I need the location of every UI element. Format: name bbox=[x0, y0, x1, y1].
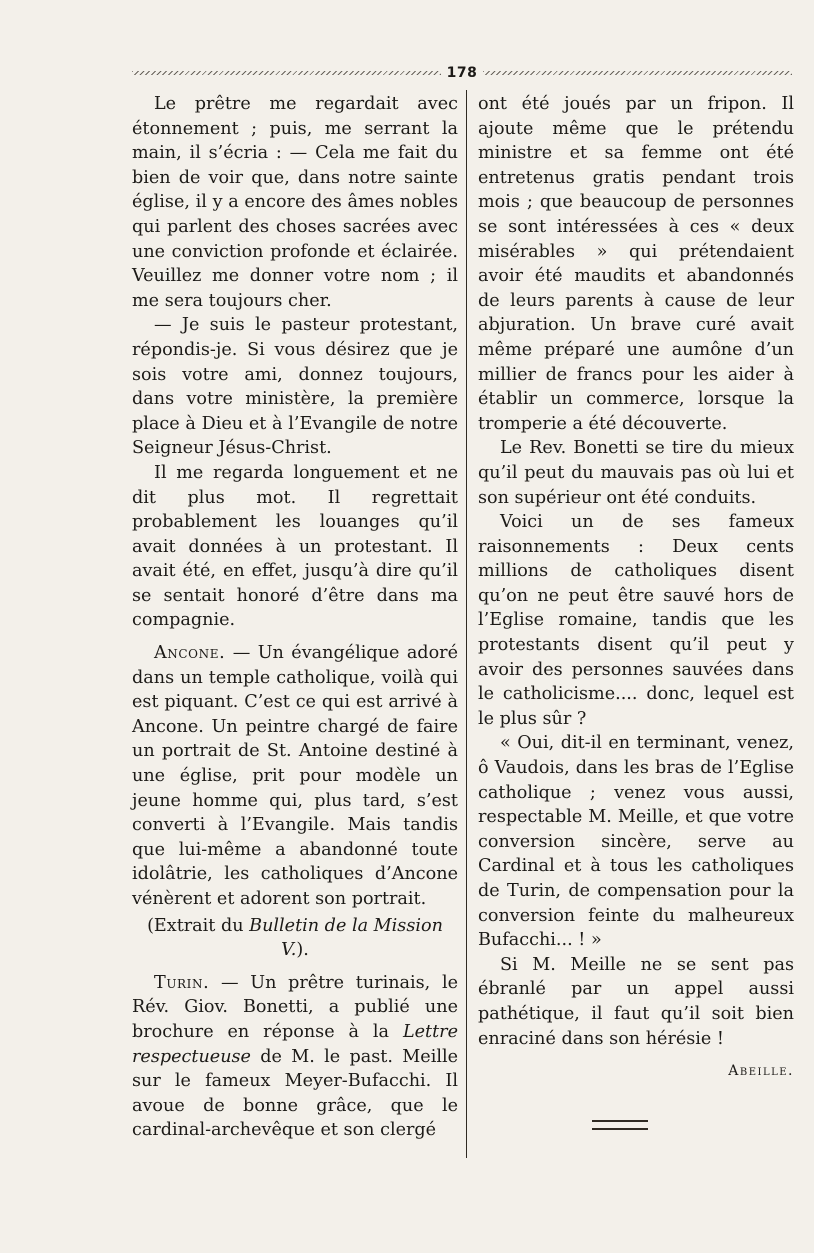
column-divider bbox=[466, 90, 467, 1158]
paragraph: Voici un de ses fameux raisonnements : Deux cents millions de catholiques disent qu’on ne peut être sauvé hors de l’Eglise romaine, tandis que les protestants disent qu’il peut y avoir des personnes sauvées dans le catholicisme.... donc, lequel est le plus sûr ? bbox=[478, 512, 794, 729]
ancone-paragraph bbox=[132, 641, 458, 912]
right-column bbox=[478, 92, 794, 1084]
paragraph: « Oui, dit-il en terminant, venez, ô Vaudois, dans les bras de l’Eglise catholique ; venez vous aussi, respectable M. Meille, et que votre conversion sincère, serve au Cardinal et à tous les catholiques de Turin, de compensation pour la conversion feinte du malheureux Bufacchi... ! » bbox=[478, 733, 794, 951]
paragraph: Il me regarda longuement et ne dit plus mot. Il regrettait probablement les louanges qu’il avait données à un protestant. Il avait été, en effet, jusqu’à dire qu’il se sentait honoré d’être dans ma compagnie. bbox=[132, 462, 458, 631]
signature: Abeille. bbox=[728, 1063, 794, 1080]
turin-text-a: — Un prêtre turinais, le Rév. Giov. Bonetti, a publié une brochure en réponse à la bbox=[132, 972, 458, 1042]
citation-title: Bulletin de la Mission V. bbox=[249, 915, 443, 961]
section-heading-ancone: Ancone. bbox=[154, 643, 226, 664]
letter-title: Lettre respectueuse bbox=[132, 1021, 458, 1067]
citation-prefix: (Extrait du bbox=[147, 915, 250, 936]
left-column bbox=[132, 92, 458, 1143]
paragraph: ont été joués par un fripon. Il ajoute même que le prétendu ministre et sa femme ont été entretenus gratis pendant trois mois ; que beaucoup de personnes se sont intéressées à ces « deux misérables » qui prétendaient avoir été maudits et abandonnés de leurs parents à cause de leur abjuration. Un brave curé avait même préparé une aumône d’un millier de francs pour les aider à établir un commerce, lorsque la tromperie a été découverte. bbox=[478, 94, 794, 434]
paragraph: Le Rev. Bonetti se tire du mieux qu’il peut du mauvais pas où lui et son supérieur ont été conduits. bbox=[478, 438, 794, 508]
source-citation bbox=[132, 914, 458, 963]
turin-text-b: de M. le past. Meille sur le fameux Meyer-Bufacchi. Il avoue de bonne grâce, que le cardinal-archevêque et son clergé bbox=[132, 1046, 458, 1141]
paragraph: Le prêtre me regardait avec étonnement ; puis, me serrant la main, il s’écria : — Cela me fait du bien de voir que, dans notre sainte église, il y a encore des âmes nobles qui parlent des choses sacrées avec une conviction profonde et éclairée. Veuillez me donner votre nom ; il me sera toujours cher. bbox=[132, 94, 458, 311]
page-number: 178 bbox=[446, 65, 478, 81]
section-heading-turin: Turin. bbox=[154, 972, 210, 993]
running-header bbox=[132, 65, 792, 81]
end-ornament bbox=[592, 1120, 648, 1130]
paragraph: Si M. Meille ne se sent pas ébranlé par un appel aussi pathétique, il faut qu’il soit bien enraciné dans son hérésie ! bbox=[478, 954, 794, 1049]
paragraph: — Je suis le pasteur protestant, répondis-je. Si vous désirez que je sois votre ami, donnez toujours, dans votre ministère, la première place à Dieu et à l’Evangile de notre Seigneur Jésus-Christ. bbox=[132, 315, 458, 459]
turin-paragraph bbox=[132, 971, 458, 1143]
ancone-text: — Un évangélique adoré dans un temple catholique, voilà qui est piquant. C’est ce qui est arrivé à Ancone. Un peintre chargé de faire un portrait de St. Antoine destiné à une église, prit pour modèle un jeune homme qui, plus tard, s’est converti à l’Evangile. Mais tandis que lui-même a abandonné toute idolâtrie, les catholiques d’Ancone vénèrent et adorent son portrait. bbox=[132, 643, 458, 909]
citation-suffix: ). bbox=[296, 940, 309, 961]
header-ornament-right bbox=[483, 71, 792, 75]
header-ornament-left bbox=[132, 71, 441, 75]
